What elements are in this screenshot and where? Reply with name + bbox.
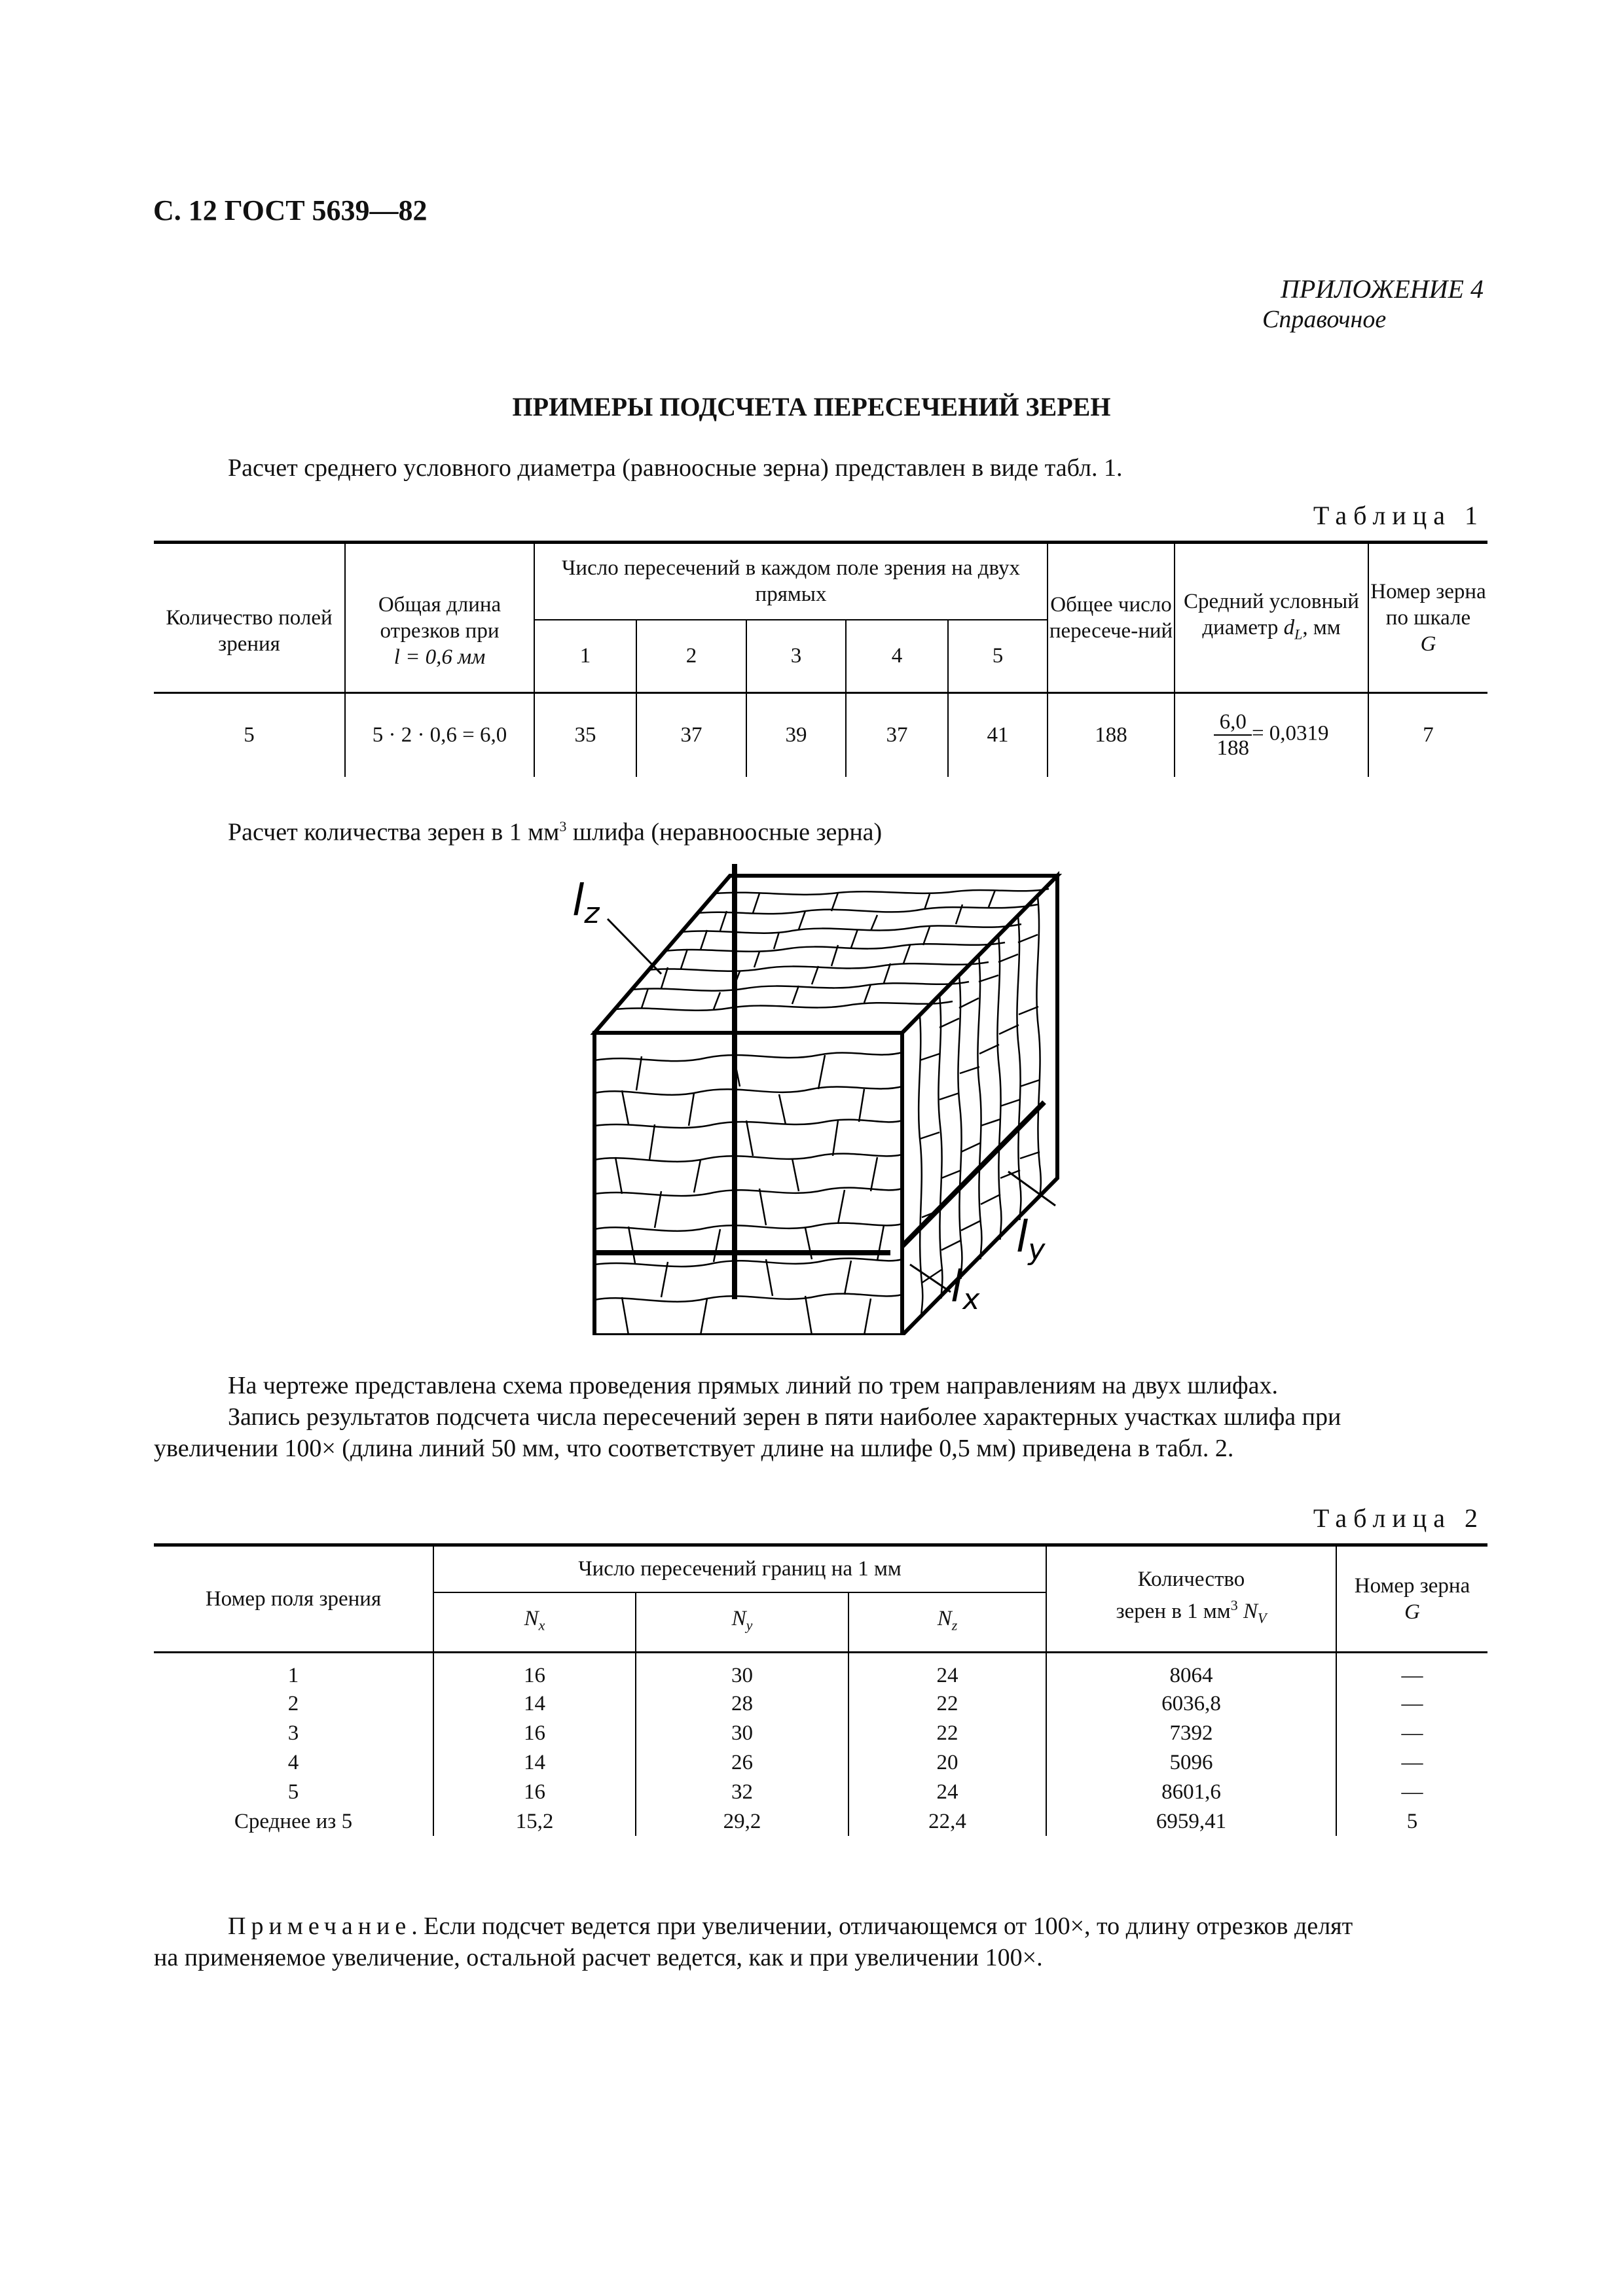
- col-mean-sub: L: [1294, 626, 1303, 643]
- table-row: [154, 1777, 1487, 1806]
- table-row: [154, 693, 1487, 777]
- col-mean-line3: , мм: [1302, 615, 1341, 639]
- t2-grain-g: G: [1404, 1600, 1420, 1624]
- cell-fields: 5: [244, 723, 255, 747]
- cell-v1: 35: [534, 693, 636, 777]
- note-line2: на применяемое увеличение, остальной расчет ведется, как и при увеличении 100×.: [154, 1944, 1043, 1971]
- t2-cell-field: 4: [287, 1750, 299, 1774]
- cell-v3: 39: [746, 693, 846, 777]
- t2-cell-ny: 29,2: [636, 1806, 848, 1836]
- col-intersections-header: Число пересечений в каждом поле зрения на двух прямых: [534, 543, 1048, 620]
- t2-cell-g: —: [1336, 1748, 1487, 1777]
- intro-text: Расчет среднего условного диаметра (равноосные зерна) представлен в виде табл. 1.: [228, 454, 1123, 482]
- paragraph-1: На чертеже представлена схема проведения прямых линий по трем направлениям на двух шлифах.: [228, 1372, 1279, 1399]
- note-line1: [228, 1910, 1353, 1943]
- t2-cell-ny: 30: [636, 1718, 848, 1748]
- t2-cell-nv: 7392: [1046, 1718, 1336, 1748]
- sub-col-1: 1: [534, 620, 636, 693]
- mean-numerator: 6,0: [1214, 709, 1252, 736]
- t2-cell-nx: 14: [433, 1689, 636, 1718]
- table1-caption: Таблица 1: [1313, 501, 1484, 530]
- t2-grain-line1: Номер зерна: [1354, 1574, 1470, 1598]
- mean-denominator: 188: [1216, 736, 1249, 761]
- front-face: [594, 1033, 902, 1335]
- t2-cell-ny: 30: [636, 1653, 848, 1689]
- t2-cell-field: Среднее из 5: [234, 1809, 353, 1833]
- t2-cell-g: —: [1336, 1718, 1487, 1748]
- table-row: [154, 1806, 1487, 1836]
- t2-cell-field: 5: [287, 1780, 299, 1804]
- grain-count-text-2: шлифа (неравноосные зерна): [566, 818, 883, 846]
- t2-cell-nz: 22: [848, 1718, 1046, 1748]
- t2-cell-nz: 20: [848, 1748, 1046, 1777]
- appendix-title: ПРИЛОЖЕНИЕ 4: [1281, 274, 1484, 304]
- t2-cell-nv: 6036,8: [1046, 1689, 1336, 1718]
- t2-sub-nz: $N_z$: [848, 1592, 1046, 1653]
- t2-count-n: N: [1243, 1600, 1258, 1624]
- t2-col-count-header: [1046, 1545, 1336, 1653]
- section-title: ПРИМЕРЫ ПОДСЧЕТА ПЕРЕСЕЧЕНИЙ ЗЕРЕН: [512, 392, 1111, 422]
- sub-col-2: 2: [636, 620, 746, 693]
- col-length-line2: l = 0,6 мм: [393, 645, 486, 669]
- grain-block-figure: [563, 864, 1100, 1335]
- t2-cell-nx: 15,2: [433, 1806, 636, 1836]
- leader-lz: [608, 919, 661, 974]
- mean-fraction: [1214, 709, 1252, 761]
- col-mean-line1: Средний условный диаметр: [1184, 589, 1359, 639]
- col-total-header: Общее число пересече-ний: [1048, 543, 1175, 693]
- t2-cell-g: —: [1336, 1689, 1487, 1718]
- t2-count-sup: 3: [1230, 1597, 1238, 1614]
- t2-cell-nv: 6959,41: [1046, 1806, 1336, 1836]
- t2-count-nsub: V: [1257, 1609, 1267, 1626]
- page-header: С. 12 ГОСТ 5639—82: [153, 194, 428, 226]
- t2-sub-ny: $N_y$: [636, 1592, 848, 1653]
- t2-col-intersections-header: Число пересечений границ на 1 мм: [433, 1545, 1046, 1592]
- front-grains: [594, 1052, 902, 1335]
- sub-col-5: 5: [948, 620, 1048, 693]
- cell-v4: 37: [846, 693, 948, 777]
- t2-cell-g: 5: [1336, 1806, 1487, 1836]
- sub-col-4: 4: [846, 620, 948, 693]
- col-fields-header: Количество полей зрения: [154, 543, 345, 693]
- grain-count-text-1: Расчет количества зерен в 1 мм: [228, 818, 560, 846]
- t2-body: [154, 1653, 1487, 1837]
- table-1: [154, 541, 1487, 777]
- table-row: [154, 1653, 1487, 1689]
- t2-cell-ny: 32: [636, 1777, 848, 1806]
- note-label: Примечание: [228, 1912, 412, 1940]
- t2-cell-nx: 16: [433, 1718, 636, 1748]
- cell-v5: 41: [948, 693, 1048, 777]
- label-ly: ly: [1016, 1211, 1046, 1266]
- t2-cell-nv: 8601,6: [1046, 1777, 1336, 1806]
- t2-cell-nx: 16: [433, 1777, 636, 1806]
- t2-col-field-header: Номер поля зрения: [154, 1545, 433, 1653]
- mean-result: = 0,0319: [1251, 721, 1329, 745]
- grain-count-sup: 3: [559, 818, 567, 834]
- cell-v2: 37: [636, 693, 746, 777]
- t2-cell-nz: 22,4: [848, 1806, 1046, 1836]
- t2-col-grain-header: [1336, 1545, 1487, 1653]
- t2-count-line1: Количество: [1137, 1568, 1245, 1592]
- t2-cell-nz: 24: [848, 1777, 1046, 1806]
- cell-length: 5 · 2 · 0,6 = 6,0: [345, 693, 534, 777]
- label-lx: lx: [951, 1261, 980, 1316]
- appendix-subtitle: Справочное: [1262, 306, 1387, 333]
- col-mean-header: [1175, 543, 1368, 693]
- paragraph-2-line1: Запись результатов подсчета числа пересечений зерен в пяти наиболее характерных участках шлифа при: [228, 1403, 1341, 1431]
- table-2: [154, 1543, 1487, 1836]
- t2-count-line2: зерен в 1 мм: [1116, 1600, 1231, 1624]
- t2-cell-nv: 5096: [1046, 1748, 1336, 1777]
- cell-total: 188: [1048, 693, 1175, 777]
- leader-lx: [910, 1265, 951, 1292]
- label-lz: lz: [572, 875, 600, 930]
- table-row: [154, 1689, 1487, 1718]
- sub-col-3: 3: [746, 620, 846, 693]
- t2-cell-field: 2: [287, 1691, 299, 1715]
- t2-cell-nz: 24: [848, 1653, 1046, 1689]
- col-grain-line1: Номер зерна по шкале: [1370, 580, 1486, 630]
- col-length-header: [345, 543, 534, 693]
- table2-caption: Таблица 2: [1313, 1503, 1484, 1533]
- table-row: [154, 1748, 1487, 1777]
- t2-cell-field: 1: [287, 1664, 299, 1687]
- t2-cell-nx: 14: [433, 1748, 636, 1777]
- table-row: [154, 1718, 1487, 1748]
- paragraph-2-line2: увеличении 100× (длина линий 50 мм, что соответствует длине на шлифе 0,5 мм) приведена в табл. 2.: [154, 1435, 1234, 1462]
- note-text-1: . Если подсчет ведется при увеличении, отличающемся от 100×, то длину отрезков делят: [411, 1912, 1353, 1940]
- t2-cell-g: —: [1336, 1653, 1487, 1689]
- t2-sub-nx: $N_x$: [433, 1592, 636, 1653]
- col-mean-d: d: [1283, 615, 1295, 639]
- col-length-line1: Общая длина отрезков при: [378, 593, 501, 643]
- t2-cell-nz: 22: [848, 1689, 1046, 1718]
- grain-count-text: [228, 810, 882, 849]
- t2-cell-ny: 28: [636, 1689, 848, 1718]
- t2-cell-ny: 26: [636, 1748, 848, 1777]
- cell-mean: [1175, 693, 1368, 777]
- t2-cell-g: —: [1336, 1777, 1487, 1806]
- col-grain-header: [1368, 543, 1487, 693]
- t2-cell-nv: 8064: [1046, 1653, 1336, 1689]
- cell-grain: 7: [1368, 693, 1487, 777]
- t2-cell-field: 3: [287, 1721, 299, 1745]
- t2-cell-nx: 16: [433, 1653, 636, 1689]
- col-grain-g: G: [1420, 632, 1436, 656]
